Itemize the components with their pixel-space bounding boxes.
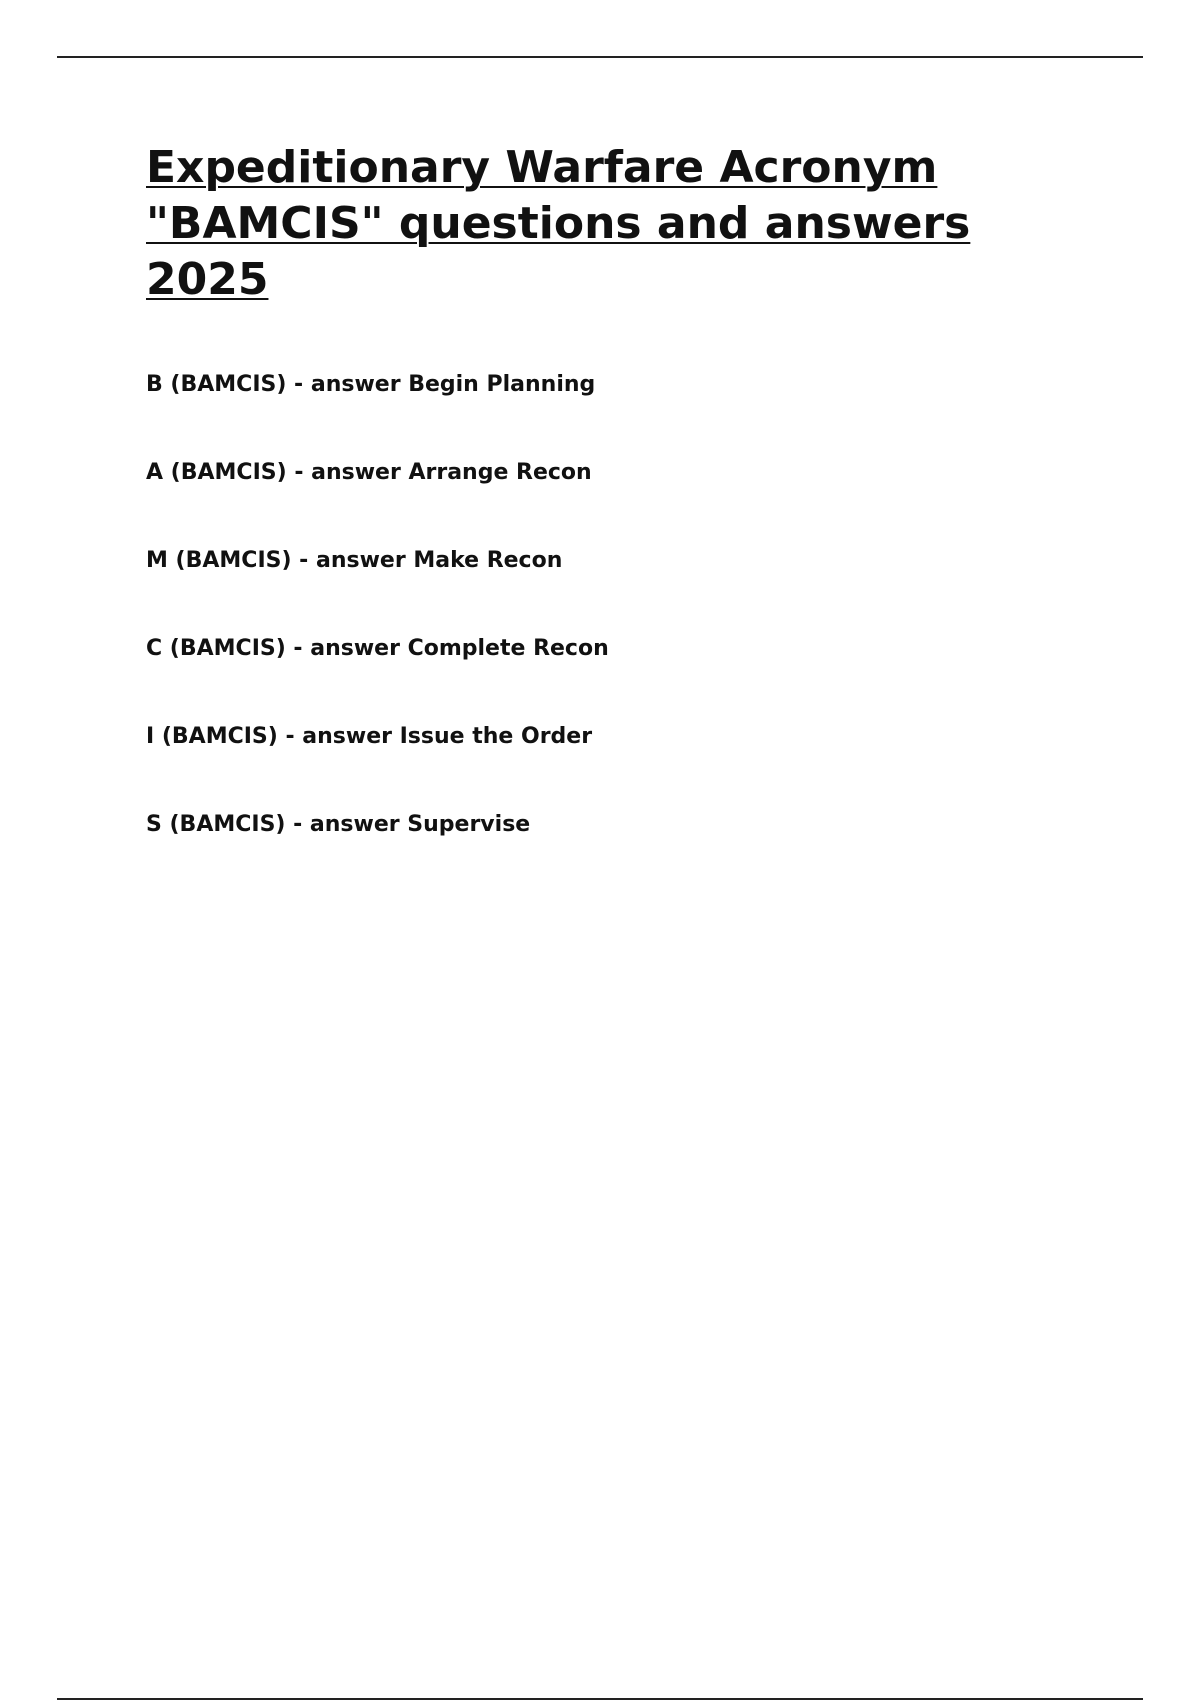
question-answer-list [146, 370, 609, 898]
document-title [146, 140, 1046, 308]
title-line-3: 2025 [146, 254, 269, 305]
qa-item-m: M (BAMCIS) - answer Make Recon [146, 548, 563, 573]
qa-item-s: S (BAMCIS) - answer Supervise [146, 812, 531, 837]
qa-item-a: A (BAMCIS) - answer Arrange Recon [146, 460, 592, 485]
qa-item-c: C (BAMCIS) - answer Complete Recon [146, 636, 609, 661]
title-line-2: "BAMCIS" questions and answers [146, 198, 971, 249]
title-line-1: Expeditionary Warfare Acronym [146, 142, 938, 193]
qa-item-i: I (BAMCIS) - answer Issue the Order [146, 724, 593, 749]
top-divider [57, 56, 1143, 58]
qa-item-b: B (BAMCIS) - answer Begin Planning [146, 372, 596, 397]
